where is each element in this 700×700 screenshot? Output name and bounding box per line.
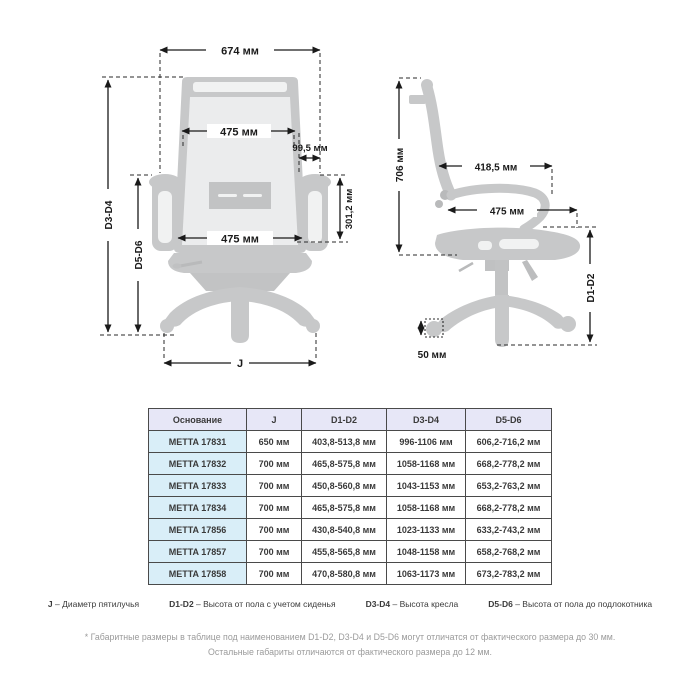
- col-header-j: J: [247, 409, 302, 431]
- side-gas-lift: [495, 260, 508, 295]
- d3d4-cell: 1058-1168 мм: [387, 497, 466, 519]
- dimension-legend: [0, 599, 700, 609]
- j-cell: 700 мм: [247, 497, 302, 519]
- table-row: [149, 475, 552, 497]
- model-name-cell: METTA 17831: [149, 431, 247, 453]
- front-caster-left: [160, 319, 174, 333]
- front-base-leg-left: [164, 287, 240, 327]
- chair-front-view-diagram: [90, 25, 420, 375]
- d3d4-cell: 1063-1173 мм: [387, 563, 466, 585]
- j-cell: 700 мм: [247, 453, 302, 475]
- d5d6-cell: 658,2-768,2 мм: [466, 541, 552, 563]
- d5d6-cell: 668,2-778,2 мм: [466, 453, 552, 475]
- table-row: [149, 563, 552, 585]
- d3d4-cell: 1058-1168 мм: [387, 453, 466, 475]
- side-left-lever: [459, 263, 473, 271]
- side-backrest-post: [427, 87, 451, 195]
- model-name-cell: METTA 17858: [149, 563, 247, 585]
- side-caster-front: [426, 321, 442, 337]
- front-base-leg-center: [231, 289, 249, 343]
- d1d2-cell: 465,8-575,8 мм: [302, 497, 387, 519]
- legend-item-j: [48, 599, 139, 609]
- d5d6-cell: 633,2-743,2 мм: [466, 519, 552, 541]
- side-seat-slot-right: [499, 239, 539, 249]
- front-backrest-mesh: [182, 97, 298, 245]
- col-header-d1d2: D1-D2: [302, 409, 387, 431]
- side-base-leg-center: [495, 295, 509, 347]
- front-armrest-right-slot: [308, 191, 322, 243]
- col-header-d3d4: D3-D4: [387, 409, 466, 431]
- col-header-d5d6: D5-D6: [466, 409, 552, 431]
- legend-label-d3d4: D3-D4: [365, 599, 391, 609]
- front-armrest-height-label: 301,2 мм: [344, 188, 355, 230]
- front-lumbar-slot-right: [243, 194, 262, 197]
- front-top-width-label: 674 мм: [221, 45, 259, 58]
- side-armrest-depth-label: 418,5 мм: [474, 162, 518, 174]
- side-base-leg-back: [502, 295, 567, 329]
- side-base-leg-front: [435, 295, 502, 332]
- side-tilt-lever: [522, 260, 538, 281]
- footnote: [0, 630, 700, 660]
- front-seat-width-label: 475 мм: [221, 233, 259, 246]
- side-recline-knob-small: [435, 200, 443, 208]
- table-row: [149, 541, 552, 563]
- d3d4-cell: 1048-1158 мм: [387, 541, 466, 563]
- side-back-height-label: 706 мм: [395, 147, 406, 183]
- legend-item-d1d2: [169, 599, 335, 609]
- d5d6-cell: 606,2-716,2 мм: [466, 431, 552, 453]
- legend-item-d3d4: [366, 599, 459, 609]
- side-caster-back: [560, 316, 576, 332]
- side-seat-slot-left: [478, 241, 492, 250]
- legend-desc-d3d4: – Высота кресла: [392, 599, 459, 609]
- spec-table-header-row: [149, 409, 552, 431]
- d5d6-cell: 668,2-778,2 мм: [466, 497, 552, 519]
- table-row: [149, 431, 552, 453]
- model-name-cell: METTA 17833: [149, 475, 247, 497]
- d3d4-cell: 1043-1153 мм: [387, 475, 466, 497]
- table-row: [149, 497, 552, 519]
- front-caster-right: [306, 319, 320, 333]
- front-lumbar-slot-left: [218, 194, 237, 197]
- d1d2-cell: 470,8-580,8 мм: [302, 563, 387, 585]
- d1d2-cell: 430,8-540,8 мм: [302, 519, 387, 541]
- front-base-diameter-label: J: [236, 358, 244, 370]
- front-armrest-floor-label: D5-D6: [134, 240, 145, 270]
- model-name-cell: METTA 17856: [149, 519, 247, 541]
- col-header-base: Основание: [149, 409, 247, 431]
- legend-item-d5d6: [488, 599, 652, 609]
- j-cell: 650 мм: [247, 431, 302, 453]
- d1d2-cell: 465,8-575,8 мм: [302, 453, 387, 475]
- chair-side-view-diagram: [385, 45, 620, 375]
- spec-table: [148, 408, 552, 585]
- d5d6-cell: 673,2-783,2 мм: [466, 563, 552, 585]
- j-cell: 700 мм: [247, 519, 302, 541]
- front-chair-height-label: D3-D4: [104, 200, 115, 230]
- front-chair-illustration: [149, 77, 331, 343]
- legend-desc-d1d2: – Высота от пола с учетом сиденья: [196, 599, 336, 609]
- side-headrest-tab: [409, 95, 426, 104]
- front-armrest-gap-label: 99,5 мм: [292, 143, 328, 154]
- front-base-leg-right: [240, 287, 316, 327]
- side-caster-size-label: 50 мм: [417, 350, 447, 361]
- table-row: [149, 519, 552, 541]
- front-lever-knob: [173, 263, 182, 268]
- model-name-cell: METTA 17857: [149, 541, 247, 563]
- front-headrest-slot: [193, 82, 287, 92]
- d1d2-cell: 450,8-560,8 мм: [302, 475, 387, 497]
- side-dim-seat-depth: [448, 203, 577, 228]
- footnote-line-1: * Габаритные размеры в таблице под наименованием D1-D2, D3-D4 и D5-D6 могут отличатся от фактического размера до 30 мм.: [84, 632, 616, 642]
- table-row: [149, 453, 552, 475]
- legend-label-d5d6: D5-D6: [488, 599, 513, 609]
- legend-desc-d5d6: – Высота от пола до подлокотника: [515, 599, 653, 609]
- j-cell: 700 мм: [247, 541, 302, 563]
- d1d2-cell: 455,8-565,8 мм: [302, 541, 387, 563]
- footnote-line-2: Остальные габариты отличаются от фактического размера до 12 мм.: [208, 647, 492, 657]
- side-seat-depth-label: 475 мм: [489, 206, 525, 218]
- model-name-cell: METTA 17834: [149, 497, 247, 519]
- side-seat-floor-label: D1-D2: [586, 273, 597, 303]
- legend-desc-j: – Диаметр пятилучья: [55, 599, 140, 609]
- front-back-width-label: 475 мм: [220, 126, 258, 139]
- j-cell: 700 мм: [247, 563, 302, 585]
- j-cell: 700 мм: [247, 475, 302, 497]
- d3d4-cell: 996-1106 мм: [387, 431, 466, 453]
- legend-label-j: J: [47, 599, 53, 609]
- front-armrest-left-slot: [158, 191, 172, 243]
- d3d4-cell: 1023-1133 мм: [387, 519, 466, 541]
- d1d2-cell: 403,8-513,8 мм: [302, 431, 387, 453]
- model-name-cell: METTA 17832: [149, 453, 247, 475]
- legend-label-d1d2: D1-D2: [169, 599, 194, 609]
- d5d6-cell: 653,2-763,2 мм: [466, 475, 552, 497]
